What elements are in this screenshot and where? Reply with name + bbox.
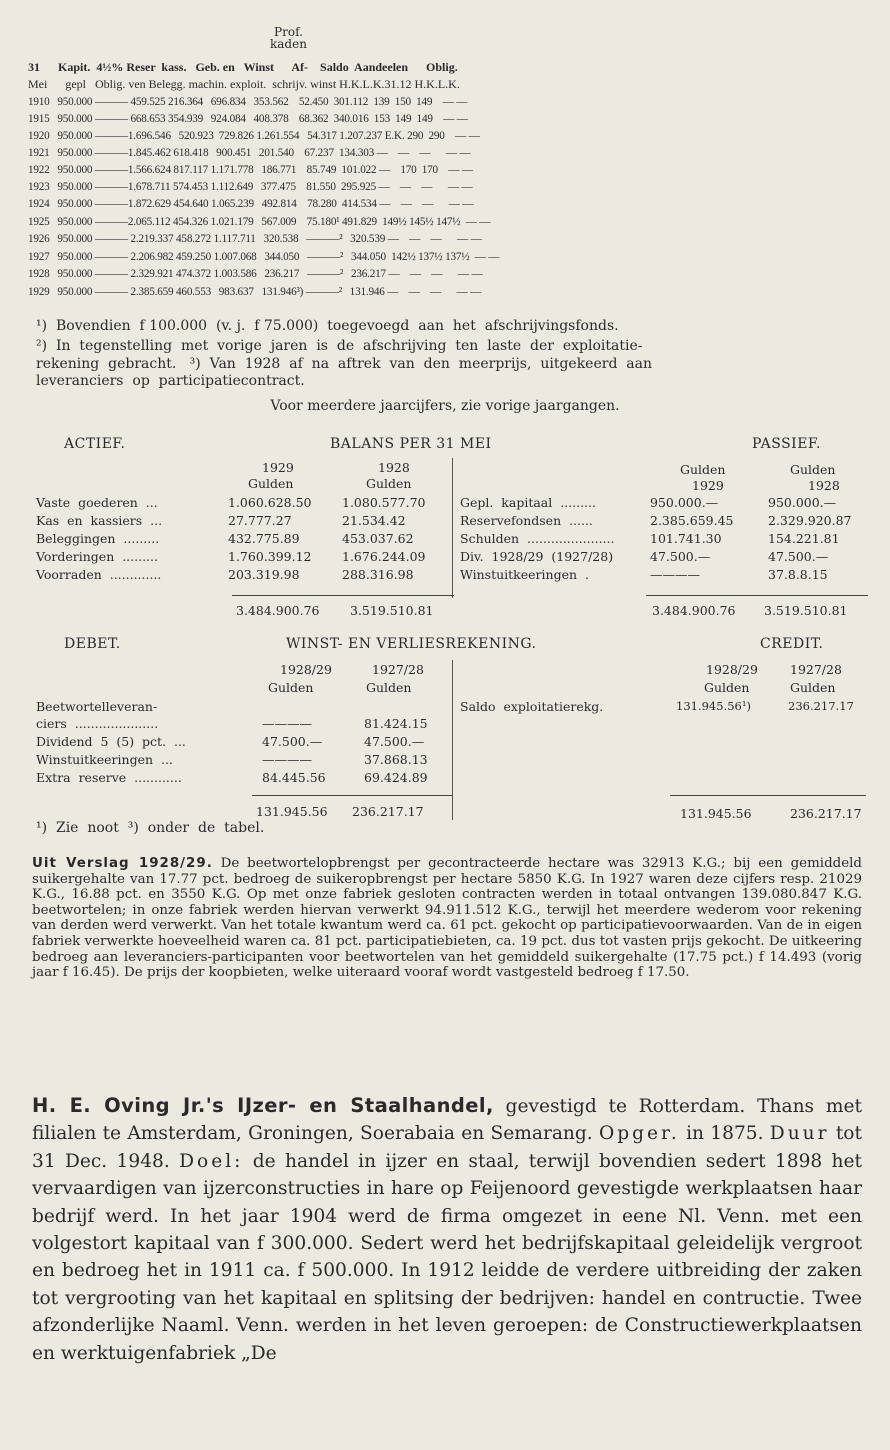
balance-left-label: Vorderingen ......... [36, 549, 158, 564]
balance-left-year-2: 1928 [378, 460, 410, 475]
balance-left-label: Kas en kassiers ... [36, 513, 163, 528]
pl-left-value-1928-29: ———— [262, 752, 312, 767]
company-intro: gevestigd te Rotterdam. Thans met filialen te Amsterdam, Groningen, Soerabaia en Semarang. [32, 1096, 862, 1145]
prof-line-2: kaden [270, 37, 307, 51]
table-row: 1915 950.000 ——— 668.653 354.939 924.084 408.378 68.362 340.016 153 149 149 — — [28, 113, 468, 125]
table-row: 1923 950.000 ———1.678.711 574.453 1.112.649 377.475 81.550 295.925 — — — — — [28, 181, 473, 193]
balance-left-value-1928: 1.080.577.70 [342, 495, 426, 510]
balance-left-total-rule [232, 595, 454, 596]
balance-right-value-1928: 2.329.920.87 [768, 513, 852, 528]
balance-right-value-1929: 2.385.659.45 [650, 513, 734, 528]
pl-left-total-1: 131.945.56 [256, 804, 328, 819]
pl-divider [452, 660, 453, 820]
balance-right-label: Reservefondsen ...... [460, 513, 593, 528]
balance-right-total-2: 3.519.510.81 [764, 603, 848, 618]
pl-left-total-rule [252, 795, 452, 796]
balance-left-value-1929: 27.777.27 [228, 513, 292, 528]
balance-right-value-1928: 950.000.— [768, 495, 837, 510]
verslag-lead: Uit Verslag 1928/29. [32, 856, 213, 871]
table-row: 1925 950.000 ———2.065.112 454.326 1.021.179 567.009 75.180¹ 491.829 149½ 145½ 147½ — — [28, 216, 491, 228]
table-row: 1926 950.000 ——— 2.219.337 458.272 1.117.711 320.538 ———² 320.539 — — — — — [28, 233, 482, 245]
pl-right-total-1: 131.945.56 [680, 806, 752, 821]
pl-left-label: Extra reserve ............ [36, 770, 182, 785]
footnote-2b: rekening gebracht. ³) Van 1928 af na aftrek van den meerprijs, uitgekeerd aan [36, 356, 653, 372]
pl-left-year-1: 1928/29 [280, 662, 332, 677]
table-row: 1920 950.000 ———1.696.546 520.923 729.826 1.261.554 54.317 1.207.237 E.K. 290 290 — — [28, 130, 480, 142]
pl-right-unit-1: Gulden [704, 680, 750, 695]
table-row: 1928 950.000 ——— 2.329.921 474.372 1.003.586 236.217 ———² 236.217 — — — — — [28, 268, 483, 280]
balance-divider [452, 458, 453, 598]
pl-debet-label: DEBET. [64, 636, 121, 652]
balance-left-value-1928: 288.316.98 [342, 567, 414, 582]
prof-line-1: Prof. [274, 25, 303, 39]
balance-right-label: Schulden ...................... [460, 531, 615, 546]
pl-credit-row-label: Saldo exploitatierekg. [460, 699, 604, 714]
balance-right-total-1: 3.484.900.76 [652, 603, 736, 618]
balance-right-label: Gepl. kapitaal ......... [460, 495, 596, 510]
table-row: 1927 950.000 ——— 2.206.982 459.250 1.007.068 344.050 ———² 344.050 142½ 137½ 137½ — — [28, 251, 500, 263]
balance-left-value-1928: 453.037.62 [342, 531, 414, 546]
pl-title: WINST- EN VERLIESREKENING. [286, 636, 537, 652]
balance-right-label: Div. 1928/29 (1927/28) [460, 549, 614, 564]
footnote-2c: leveranciers op participatiecontract. [36, 373, 305, 389]
pl-left-value-1928-29: 47.500.— [262, 734, 323, 749]
balance-right-value-1929: 47.500.— [650, 549, 711, 564]
balance-title: BALANS PER 31 MEI [330, 436, 492, 452]
pl-left-value-1927-28: 37.868.13 [364, 752, 428, 767]
pl-left-label: ciers ..................... [36, 716, 159, 731]
balance-left-label: Voorraden ............. [36, 567, 162, 582]
balance-right-year-2: 1928 [808, 478, 840, 493]
pl-credit-label: CREDIT. [760, 636, 824, 652]
pl-credit-row-value-2: 236.217.17 [788, 699, 854, 713]
balance-left-value-1929: 1.060.628.50 [228, 495, 312, 510]
pl-left-value-1927-28: 47.500.— [364, 734, 425, 749]
footnote-1: ¹) Bovendien f 100.000 (v. j. f 75.000) toegevoegd aan het afschrijvingsfonds. [36, 318, 619, 334]
balance-left-label: Vaste goederen ... [36, 495, 158, 510]
balance-left-value-1928: 1.676.244.09 [342, 549, 426, 564]
balance-left-label: Beleggingen ......... [36, 531, 160, 546]
opger-text: in 1875. [686, 1123, 764, 1145]
pl-left-unit-2: Gulden [366, 680, 412, 695]
table-row: 1924 950.000 ———1.872.629 454.640 1.065.239 492.814 78.280 414.534 — — — — — [28, 198, 474, 210]
balance-right-total-rule [646, 595, 868, 596]
balance-actief-label: ACTIEF. [64, 436, 126, 452]
balance-left-value-1928: 21.534.42 [342, 513, 406, 528]
pl-right-total-2: 236.217.17 [790, 806, 862, 821]
pl-left-unit-1: Gulden [268, 680, 314, 695]
company-name: H. E. Oving Jr.'s IJzer- en Staalhandel, [32, 1094, 494, 1117]
balance-left-value-1929: 1.760.399.12 [228, 549, 312, 564]
balance-right-value-1928: 37.8.8.15 [768, 567, 828, 582]
balance-right-unit-1: Gulden [680, 462, 726, 477]
verslag-paragraph [32, 856, 862, 981]
balance-right-value-1929: 101.741.30 [650, 531, 722, 546]
balance-left-year-1: 1929 [262, 460, 294, 475]
balance-right-unit-2: Gulden [790, 462, 836, 477]
balance-left-unit-2: Gulden [366, 476, 412, 491]
pl-left-value-1928-29: 84.445.56 [262, 770, 326, 785]
verslag-body: De beetwortelopbrengst per gecontracteerde hectare was 32913 K.G.; bij een gemiddeld suikergehalte van 17.77 pct. bedroeg de suikeropbrengst per hectare 5850 K.G. In 1927 waren deze cijfers resp. 21029 K.G., 16.88 pct. en 3550 K.G. Op met onze fabriek gesloten contracten werden in totaal ontvangen 139.080.847 K.G. beetwortelen; in onze fabriek werden hiervan verwerkt 94.911.512 K.G., terwijl het meerdere wederom voor rekening van derden werd verwerkt. Van het totale kwantum werd ca. 61 pct. gekocht op participatievoorwaarden. Van de in eigen fabriek verwerkte hoeveelheid waren ca. 81 pct. participatiebieten, ca. 19 pct. dus tot vasten prijs gekocht. De uitkeering bedroeg aan leveranciers-participanten voor beetwortelen van het gemiddeld suikergehalte (17.75 pct.) f 14.493 (vorig jaar f 16.45). De prijs der koopbieten, welke uiteraard vooraf wordt vastgesteld bedroeg f 17.50. [32, 856, 862, 981]
pl-left-label: Dividend 5 (5) pct. ... [36, 734, 186, 749]
table-row: 1922 950.000 ———1.566.624 817.117 1.171.778 186.771 85.749 101.022 — 170 170 — — [28, 164, 473, 176]
duur-text: tot 31 Dec. 1948. [32, 1123, 862, 1172]
balance-right-value-1929: 950.000.— [650, 495, 719, 510]
pl-right-year-1: 1928/29 [706, 662, 758, 677]
balance-left-total-1: 3.484.900.76 [236, 603, 320, 618]
pl-right-unit-2: Gulden [790, 680, 836, 695]
balance-right-label: Winstuitkeeringen . [460, 567, 589, 582]
table-header-row-1: 31 Kapit. 4½% Reser kass. Geb. en Winst Af- Saldo Aandeelen Oblig. [28, 60, 458, 74]
balance-right-value-1929: ———— [650, 567, 700, 582]
more-figures-note: Voor meerdere jaarcijfers, zie vorige jaargangen. [270, 398, 620, 414]
balance-left-total-2: 3.519.510.81 [350, 603, 434, 618]
pl-left-value-1928-29: ———— [262, 716, 312, 731]
pl-left-label: Beetwortelleveran- [36, 699, 158, 714]
pl-left-value-1927-28: 69.424.89 [364, 770, 428, 785]
balance-left-unit-1: Gulden [248, 476, 294, 491]
duur-label: Duur [769, 1123, 830, 1145]
pl-left-label: Winstuitkeeringen ... [36, 752, 173, 767]
table-row: 1929 950.000 ——— 2.385.659 460.553 983.637 131.946³) ———² 131.946 — — — — — [28, 286, 482, 298]
pl-right-total-rule [670, 795, 866, 796]
doel-label: Doel: [179, 1150, 244, 1172]
pl-right-year-2: 1927/28 [790, 662, 842, 677]
prof-kassen-header [270, 26, 307, 50]
pl-left-total-2: 236.217.17 [352, 804, 424, 819]
balance-right-value-1928: 47.500.— [768, 549, 829, 564]
company-entry [32, 1092, 862, 1367]
balance-passief-label: PASSIEF. [752, 436, 821, 452]
pl-credit-row-value-1: 131.945.56¹) [676, 699, 751, 713]
balance-right-year-1: 1929 [692, 478, 724, 493]
balance-right-value-1928: 154.221.81 [768, 531, 840, 546]
opger-label: Opger. [598, 1123, 680, 1145]
doel-text: de handel in ijzer en staal, terwijl bovendien sedert 1898 het vervaardigen van ijzerconstructies in hare op Feijenoord gevestigde werkplaatsen haar bedrijf werd. In het jaar 1904 werd de firma omgezet in eene Nl. Venn. met een volgestort kapitaal van f 300.000. Sedert werd het bedrijfskapitaal geleidelijk vergroot en bedroeg het in 1911 ca. f 500.000. In 1912 leidde de verdere uitbreiding der zaken tot vergrooting van het kapitaal en splitsing der bedrijven: handel en contructie. Twee afzonderlijke Naaml. Venn. werden in het leven geroepen: de Constructiewerkplaatsen en werktuigenfabriek „De [32, 1150, 862, 1364]
footnote-2a: ²) In tegenstelling met vorige jaren is de afschrijving ten laste der exploitatie- [36, 338, 643, 354]
table-header-row-2: Mei gepl Oblig. ven Belegg. machin. exploit. schrijv. winst H.K.L.K.31.12 H.K.L.K. [28, 77, 460, 91]
pl-footnote: ¹) Zie noot ³) onder de tabel. [36, 820, 265, 836]
pl-left-value-1927-28: 81.424.15 [364, 716, 428, 731]
table-row: 1921 950.000 ———1.845.462 618.418 900.451 201.540 67.237 134.303 — — — — — [28, 147, 471, 159]
balance-left-value-1929: 432.775.89 [228, 531, 300, 546]
balance-left-value-1929: 203.319.98 [228, 567, 300, 582]
table-row: 1910 950.000 ——— 459.525 216.364 696.834 353.562 52.450 301.112 139 150 149 — — [28, 96, 468, 108]
pl-left-year-2: 1927/28 [372, 662, 424, 677]
